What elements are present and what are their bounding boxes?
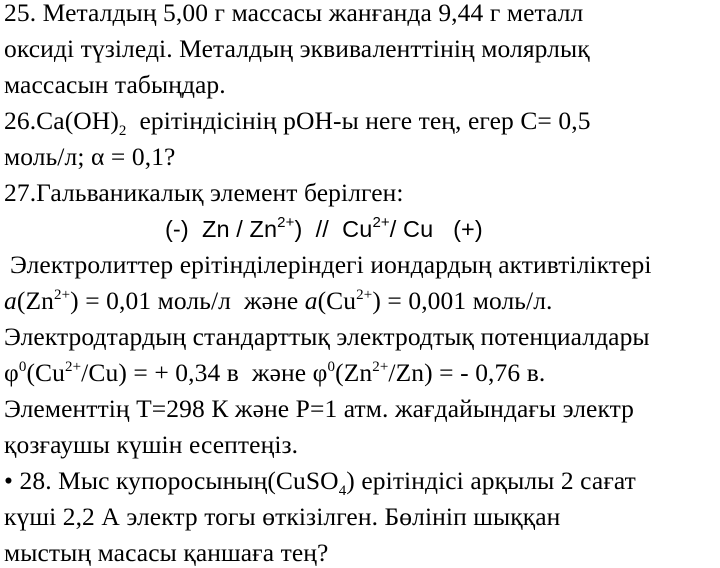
problem-27-line-3: Электролиттер ерітінділеріндегі иондардың активтіліктері bbox=[10, 250, 652, 279]
potential-value: /Cu) = + 0,34 в және bbox=[81, 358, 313, 387]
superscript: 0 bbox=[18, 358, 27, 375]
problem-26-text: ерітіндісінің рОН-ы неге тең, егер С= 0,5 bbox=[126, 106, 591, 135]
problem-28-text: • 28. Мыс купоросының(CuSO bbox=[4, 466, 339, 495]
cell-anode: (-) Zn / Zn bbox=[165, 216, 278, 242]
activity-symbol: a bbox=[304, 286, 318, 315]
problem-26-line-2 bbox=[4, 142, 175, 172]
problem-27-line-1: 27.Гальваникалық элемент берілген: bbox=[4, 178, 404, 207]
potential-value: /Zn) = - 0,76 в. bbox=[388, 358, 546, 387]
subscript: 4 bbox=[338, 483, 347, 500]
problem-26-formula: 26.Са(ОН) bbox=[4, 106, 119, 135]
activity-ion: (Cu bbox=[317, 286, 357, 315]
problem-28-text: ) ерітіндісі арқылы 2 сағат bbox=[346, 466, 636, 495]
superscript: 2+ bbox=[372, 214, 390, 232]
activity-ion: (Zn bbox=[16, 286, 54, 315]
activity-symbol: a bbox=[4, 286, 17, 315]
phi-symbol: φ bbox=[312, 358, 328, 387]
problem-26-line-1 bbox=[4, 106, 591, 140]
problem-27-line-5: Электродтардың стандарттық электродтық потенциалдары bbox=[4, 322, 650, 351]
problem-27-activities bbox=[4, 286, 553, 316]
potential-pair: (Cu bbox=[26, 358, 65, 387]
problem-27-line-8: қозғаушы күшін есептеңіз. bbox=[4, 430, 299, 459]
problem-28-line-1 bbox=[4, 466, 636, 500]
superscript: 2+ bbox=[53, 286, 71, 303]
subscript: 2 bbox=[118, 123, 127, 140]
problem-28-line-3: мыстың масасы қаншаға тең? bbox=[4, 538, 329, 567]
superscript: 2+ bbox=[372, 358, 389, 375]
galvanic-cell-scheme bbox=[165, 214, 483, 244]
problem-28-line-2: күші 2,2 А электр тогы өткізілген. Бөлініп шыққан bbox=[4, 502, 561, 531]
activity-value: ) = 0,01 моль/л және bbox=[70, 286, 305, 315]
superscript: 2+ bbox=[356, 286, 373, 303]
cell-cathode: / Cu (+) bbox=[389, 216, 483, 242]
superscript: 2+ bbox=[277, 214, 295, 232]
problem-25-line-2: оксиді түзіледі. Металдың эквиваленттінің молярлық bbox=[4, 34, 590, 63]
potential-pair: (Zn bbox=[335, 358, 373, 387]
phi-symbol: φ bbox=[4, 358, 19, 387]
superscript: 0 bbox=[327, 358, 336, 375]
superscript: 2+ bbox=[65, 358, 82, 375]
problem-25-line-3: массасын табыңдар. bbox=[4, 70, 226, 99]
cell-bridge: ) // Cu bbox=[294, 216, 373, 242]
problem-26-value: = 0,1? bbox=[104, 142, 176, 171]
alpha-symbol: α bbox=[90, 142, 105, 171]
activity-value: ) = 0,001 моль/л. bbox=[372, 286, 553, 315]
problem-25-line-1: 25. Металдың 5,00 г массасы жанғанда 9,44 г металл bbox=[4, 0, 584, 27]
problem-26-unit: моль/л; bbox=[4, 142, 91, 171]
problem-27-line-7: Элементтің Т=298 К және Р=1 атм. жағдайындағы электр bbox=[4, 394, 635, 423]
problem-27-potentials bbox=[4, 358, 545, 388]
